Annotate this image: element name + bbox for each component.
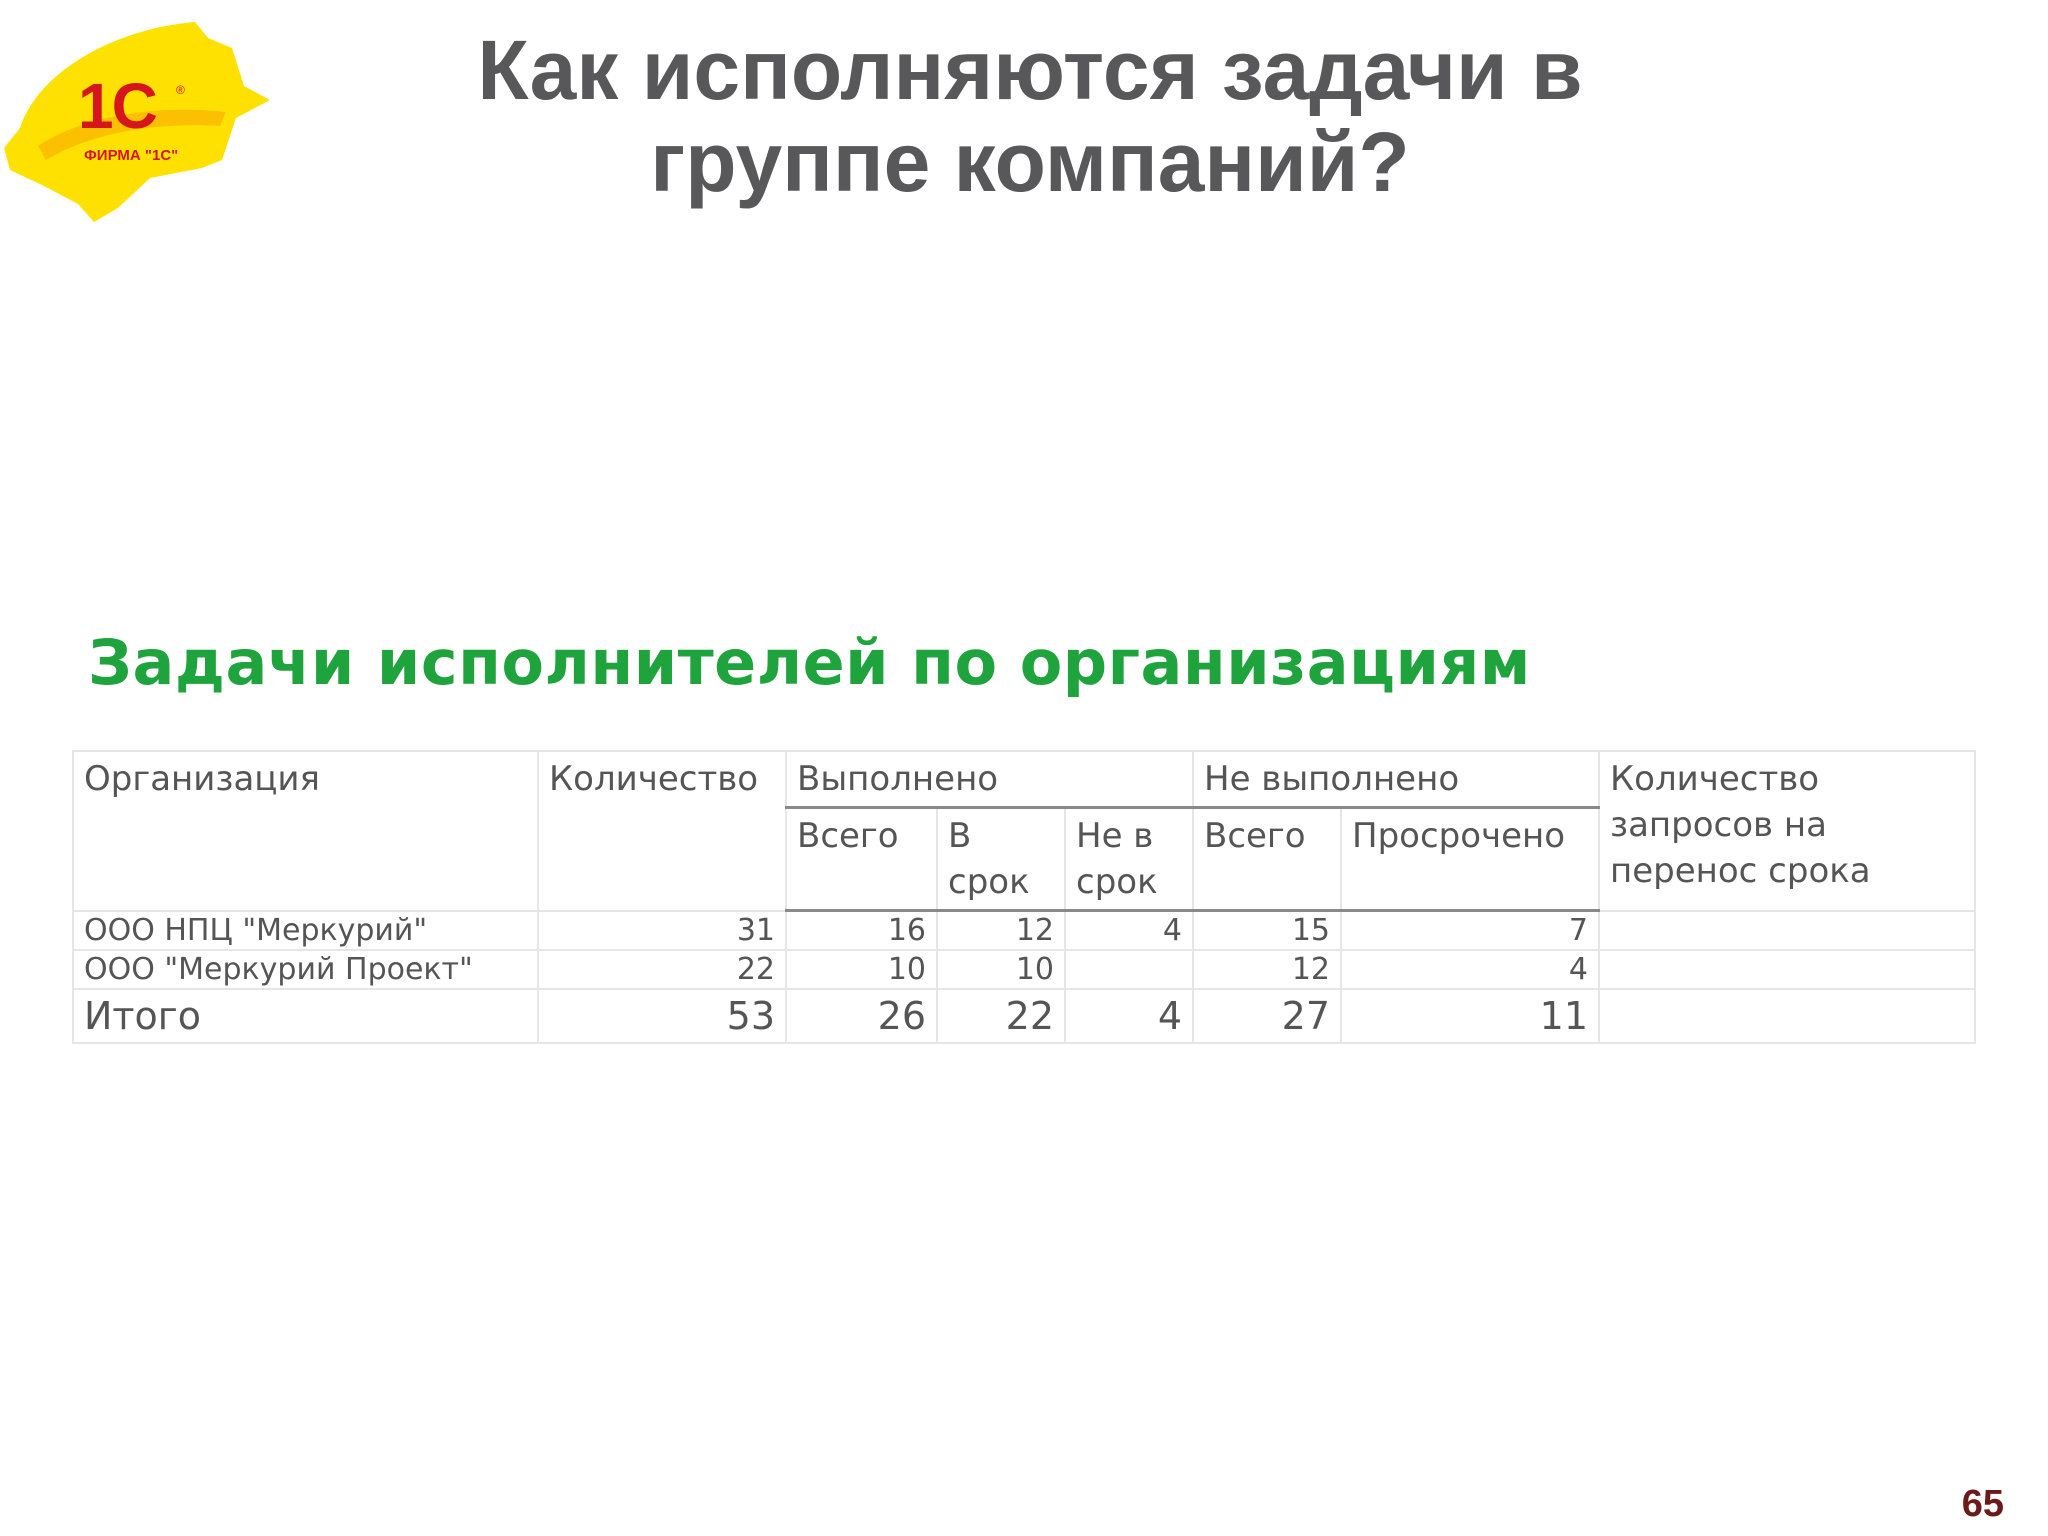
- cell-done-total: 16: [786, 911, 937, 951]
- header-requests: Количество запросов на перенос срока: [1599, 751, 1975, 911]
- report-title: Задачи исполнителей по организациям: [88, 626, 1531, 699]
- cell-not-done-total: 15: [1193, 911, 1341, 951]
- cell-count: 22: [538, 950, 786, 989]
- cell-done-on-time: 10: [937, 950, 1065, 989]
- cell-total-overdue: 11: [1341, 989, 1599, 1043]
- cell-count: 31: [538, 911, 786, 951]
- header-count: Количество: [538, 751, 786, 911]
- logo-main-text: 1С: [78, 70, 156, 142]
- header-done: Выполнено: [786, 751, 1193, 808]
- cell-overdue: 4: [1341, 950, 1599, 989]
- table-row: [73, 950, 1975, 989]
- slide-title: Как исполняются задачи в группе компаний?: [477, 23, 1583, 209]
- cell-done-on-time: 12: [937, 911, 1065, 951]
- cell-done-total: 10: [786, 950, 937, 989]
- company-logo: [0, 8, 270, 228]
- table-row: [73, 911, 1975, 951]
- logo-registered-mark: ®: [176, 83, 185, 97]
- header-organization: Организация: [73, 751, 538, 911]
- cell-total-label: Итого: [73, 989, 538, 1043]
- cell-total-count: 53: [538, 989, 786, 1043]
- cell-total-done: 26: [786, 989, 937, 1043]
- header-not-done-total: Всего: [1193, 808, 1341, 911]
- header-overdue: Просрочено: [1341, 808, 1599, 911]
- cell-organization: ООО "Меркурий Проект": [73, 950, 538, 989]
- cell-requests: [1599, 950, 1975, 989]
- cell-requests: [1599, 911, 1975, 951]
- cell-total-not-done: 27: [1193, 989, 1341, 1043]
- header-done-total: Всего: [786, 808, 937, 911]
- page-number: 65: [1961, 1483, 2004, 1525]
- header-not-done: Не выполнено: [1193, 751, 1599, 808]
- cell-organization: ООО НПЦ "Меркурий": [73, 911, 538, 951]
- logo-subtext: ФИРМА "1С": [84, 147, 179, 164]
- cell-done-late: 4: [1065, 911, 1193, 951]
- header-row-1: [73, 751, 1975, 808]
- cell-total-done-on-time: 22: [937, 989, 1065, 1043]
- tasks-report-table: [72, 750, 1976, 1044]
- cell-done-late: [1065, 950, 1193, 989]
- header-done-on-time: В срок: [937, 808, 1065, 911]
- total-row: [73, 989, 1975, 1043]
- cell-total-requests: [1599, 989, 1975, 1043]
- cell-overdue: 7: [1341, 911, 1599, 951]
- cell-not-done-total: 12: [1193, 950, 1341, 989]
- header-done-late: Не в срок: [1065, 808, 1193, 911]
- cell-total-done-late: 4: [1065, 989, 1193, 1043]
